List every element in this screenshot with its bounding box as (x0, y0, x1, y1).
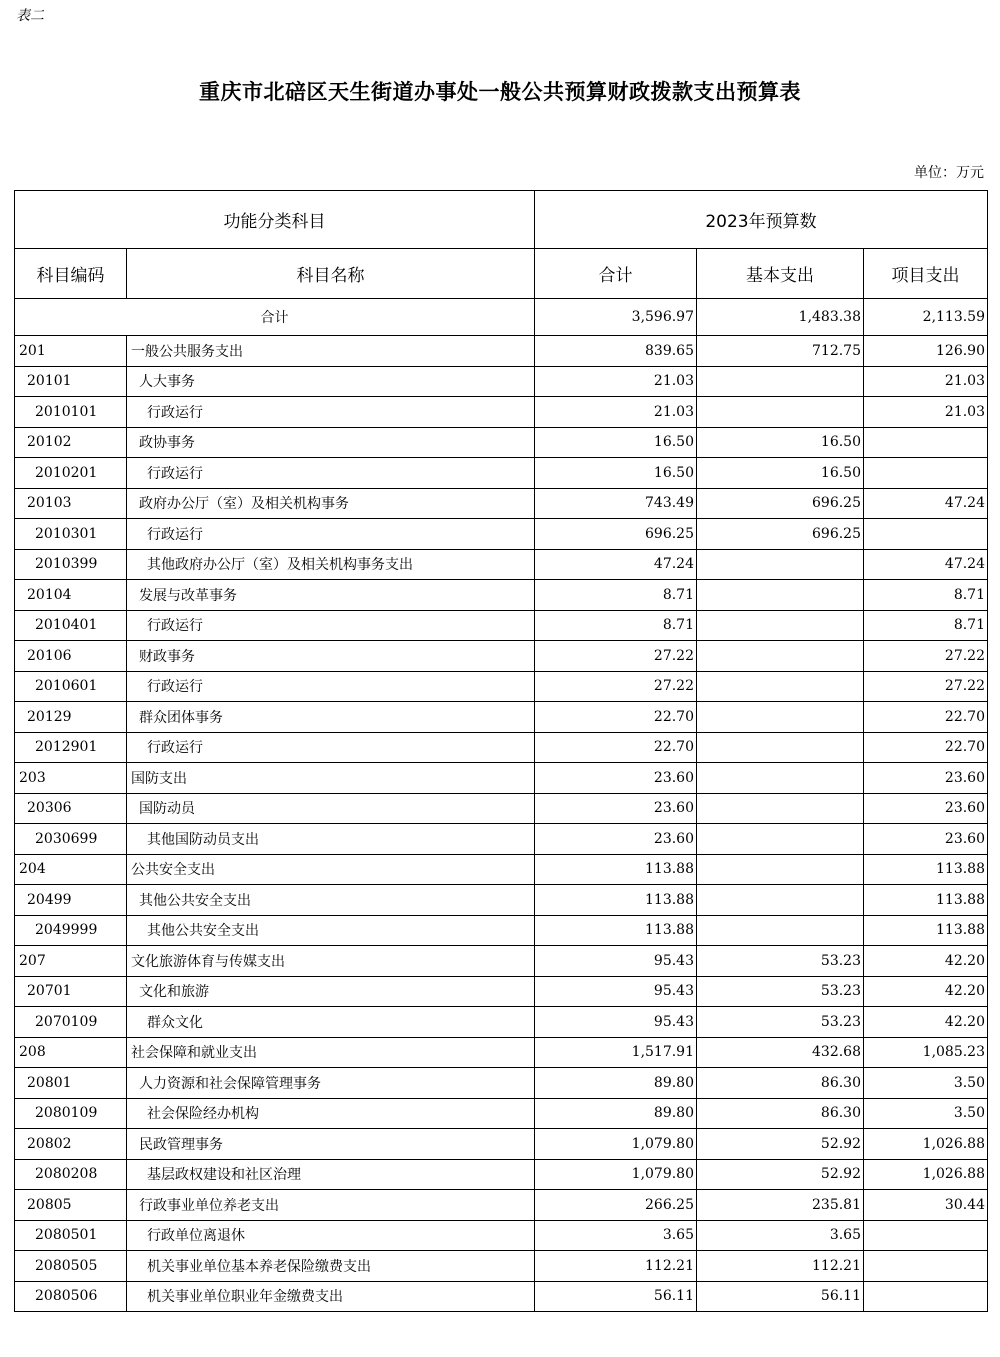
row-code: 20499 (15, 885, 127, 916)
table-row (15, 1068, 988, 1099)
row-basic: 53.23 (697, 946, 864, 977)
row-code: 2010201 (15, 458, 127, 489)
row-code: 201 (15, 336, 127, 367)
row-code: 20802 (15, 1129, 127, 1160)
row-name: 财政事务 (127, 641, 535, 672)
header-total: 合计 (535, 249, 697, 299)
row-code: 203 (15, 763, 127, 794)
row-code: 20306 (15, 793, 127, 824)
row-code: 20801 (15, 1068, 127, 1099)
row-basic: 86.30 (697, 1098, 864, 1129)
row-total: 1,079.80 (535, 1129, 697, 1160)
row-name: 社会保险经办机构 (127, 1098, 535, 1129)
row-code: 2080208 (15, 1159, 127, 1190)
row-basic: 696.25 (697, 488, 864, 519)
row-basic (697, 366, 864, 397)
row-project: 113.88 (864, 885, 988, 916)
row-basic (697, 641, 864, 672)
row-code: 2080505 (15, 1251, 127, 1282)
row-code: 20101 (15, 366, 127, 397)
table-row (15, 1281, 988, 1312)
row-code: 2070109 (15, 1007, 127, 1038)
table-row (15, 397, 988, 428)
row-name: 其他国防动员支出 (127, 824, 535, 855)
row-total: 696.25 (535, 519, 697, 550)
row-basic (697, 702, 864, 733)
row-name: 公共安全支出 (127, 854, 535, 885)
table-row (15, 549, 988, 580)
row-project (864, 1220, 988, 1251)
row-name: 文化和旅游 (127, 976, 535, 1007)
row-total: 27.22 (535, 641, 697, 672)
row-name: 行政事业单位养老支出 (127, 1190, 535, 1221)
row-code: 2080109 (15, 1098, 127, 1129)
row-project (864, 1251, 988, 1282)
table-row (15, 1190, 988, 1221)
table-row (15, 1129, 988, 1160)
row-total: 89.80 (535, 1098, 697, 1129)
row-code: 2049999 (15, 915, 127, 946)
row-basic: 712.75 (697, 336, 864, 367)
row-code: 20103 (15, 488, 127, 519)
row-name: 行政运行 (127, 610, 535, 641)
row-name: 文化旅游体育与传媒支出 (127, 946, 535, 977)
row-basic (697, 580, 864, 611)
row-name: 一般公共服务支出 (127, 336, 535, 367)
row-code: 2080506 (15, 1281, 127, 1312)
table-row (15, 366, 988, 397)
row-name: 机关事业单位职业年金缴费支出 (127, 1281, 535, 1312)
row-total: 8.71 (535, 610, 697, 641)
row-project (864, 519, 988, 550)
table-row (15, 824, 988, 855)
total-sum: 3,596.97 (535, 299, 697, 336)
row-name: 行政运行 (127, 519, 535, 550)
table-row (15, 915, 988, 946)
row-total: 95.43 (535, 976, 697, 1007)
row-total: 1,517.91 (535, 1037, 697, 1068)
row-project: 47.24 (864, 488, 988, 519)
row-basic: 112.21 (697, 1251, 864, 1282)
row-project: 23.60 (864, 824, 988, 855)
total-project: 2,113.59 (864, 299, 988, 336)
row-code: 20129 (15, 702, 127, 733)
row-total: 839.65 (535, 336, 697, 367)
row-project: 126.90 (864, 336, 988, 367)
row-code: 207 (15, 946, 127, 977)
table-row (15, 580, 988, 611)
row-project: 42.20 (864, 946, 988, 977)
row-project: 113.88 (864, 854, 988, 885)
table-row (15, 763, 988, 794)
row-basic: 432.68 (697, 1037, 864, 1068)
row-name: 国防动员 (127, 793, 535, 824)
row-project: 1,026.88 (864, 1159, 988, 1190)
row-basic (697, 793, 864, 824)
row-project: 1,026.88 (864, 1129, 988, 1160)
row-basic (697, 854, 864, 885)
row-project: 27.22 (864, 671, 988, 702)
row-basic: 52.92 (697, 1159, 864, 1190)
row-total: 1,079.80 (535, 1159, 697, 1190)
row-basic (697, 671, 864, 702)
row-code: 2012901 (15, 732, 127, 763)
row-basic: 86.30 (697, 1068, 864, 1099)
row-basic: 3.65 (697, 1220, 864, 1251)
row-name: 行政运行 (127, 732, 535, 763)
row-name: 民政管理事务 (127, 1129, 535, 1160)
row-total: 112.21 (535, 1251, 697, 1282)
row-project: 3.50 (864, 1098, 988, 1129)
row-basic: 52.92 (697, 1129, 864, 1160)
row-basic: 235.81 (697, 1190, 864, 1221)
header-code: 科目编码 (15, 249, 127, 299)
row-basic: 16.50 (697, 458, 864, 489)
row-basic: 56.11 (697, 1281, 864, 1312)
row-project: 47.24 (864, 549, 988, 580)
row-name: 人大事务 (127, 366, 535, 397)
row-project (864, 427, 988, 458)
row-name: 其他政府办公厅（室）及相关机构事务支出 (127, 549, 535, 580)
row-total: 743.49 (535, 488, 697, 519)
table-row (15, 488, 988, 519)
row-total: 8.71 (535, 580, 697, 611)
row-name: 人力资源和社会保障管理事务 (127, 1068, 535, 1099)
row-name: 行政运行 (127, 671, 535, 702)
row-code: 2010399 (15, 549, 127, 580)
table-row (15, 671, 988, 702)
budget-table (14, 190, 988, 1312)
row-name: 群众团体事务 (127, 702, 535, 733)
header-budget-2023: 2023年预算数 (535, 191, 988, 249)
row-code: 2030699 (15, 824, 127, 855)
row-name: 政府办公厅（室）及相关机构事务 (127, 488, 535, 519)
row-project: 30.44 (864, 1190, 988, 1221)
table-row (15, 1007, 988, 1038)
row-total: 95.43 (535, 946, 697, 977)
row-code: 20701 (15, 976, 127, 1007)
row-project: 27.22 (864, 641, 988, 672)
row-total: 89.80 (535, 1068, 697, 1099)
table-row (15, 458, 988, 489)
row-basic: 53.23 (697, 1007, 864, 1038)
table-row (15, 519, 988, 550)
row-total: 27.22 (535, 671, 697, 702)
header-basic: 基本支出 (697, 249, 864, 299)
row-basic: 16.50 (697, 427, 864, 458)
unit-label: 单位：万元 (914, 165, 984, 181)
row-name: 机关事业单位基本养老保险缴费支出 (127, 1251, 535, 1282)
row-total: 113.88 (535, 915, 697, 946)
row-basic (697, 397, 864, 428)
row-code: 2010301 (15, 519, 127, 550)
row-total: 266.25 (535, 1190, 697, 1221)
row-code: 2010401 (15, 610, 127, 641)
table-row (15, 732, 988, 763)
row-project: 22.70 (864, 732, 988, 763)
table-row (15, 976, 988, 1007)
row-basic (697, 610, 864, 641)
row-code: 208 (15, 1037, 127, 1068)
row-code: 2010101 (15, 397, 127, 428)
row-total: 23.60 (535, 824, 697, 855)
row-total: 22.70 (535, 702, 697, 733)
header-functional-classification: 功能分类科目 (15, 191, 535, 249)
table-row (15, 1159, 988, 1190)
table-row (15, 793, 988, 824)
header-project: 项目支出 (864, 249, 988, 299)
row-total: 23.60 (535, 793, 697, 824)
header-name: 科目名称 (127, 249, 535, 299)
row-total: 16.50 (535, 458, 697, 489)
row-total: 3.65 (535, 1220, 697, 1251)
row-name: 其他公共安全支出 (127, 915, 535, 946)
row-total: 21.03 (535, 397, 697, 428)
table-row (15, 702, 988, 733)
table-row (15, 946, 988, 977)
row-name: 政协事务 (127, 427, 535, 458)
row-total: 113.88 (535, 885, 697, 916)
row-basic: 53.23 (697, 976, 864, 1007)
row-basic (697, 915, 864, 946)
row-code: 20104 (15, 580, 127, 611)
row-code: 204 (15, 854, 127, 885)
row-name: 行政单位离退休 (127, 1220, 535, 1251)
row-basic (697, 763, 864, 794)
row-total: 56.11 (535, 1281, 697, 1312)
row-code: 2080501 (15, 1220, 127, 1251)
row-total: 95.43 (535, 1007, 697, 1038)
row-basic: 696.25 (697, 519, 864, 550)
total-basic: 1,483.38 (697, 299, 864, 336)
row-basic (697, 732, 864, 763)
row-basic (697, 824, 864, 855)
row-name: 发展与改革事务 (127, 580, 535, 611)
table-row (15, 1220, 988, 1251)
row-project: 23.60 (864, 793, 988, 824)
row-project (864, 458, 988, 489)
row-name: 国防支出 (127, 763, 535, 794)
table-row (15, 1251, 988, 1282)
row-name: 行政运行 (127, 397, 535, 428)
row-project: 1,085.23 (864, 1037, 988, 1068)
row-total: 47.24 (535, 549, 697, 580)
row-total: 23.60 (535, 763, 697, 794)
total-label: 合计 (15, 299, 535, 336)
row-name: 行政运行 (127, 458, 535, 489)
table-row (15, 610, 988, 641)
row-project: 113.88 (864, 915, 988, 946)
table-number-label: 表二 (16, 8, 44, 24)
row-total: 16.50 (535, 427, 697, 458)
row-project: 42.20 (864, 1007, 988, 1038)
row-basic (697, 885, 864, 916)
row-project: 22.70 (864, 702, 988, 733)
total-row (15, 299, 988, 336)
row-name: 其他公共安全支出 (127, 885, 535, 916)
row-project: 3.50 (864, 1068, 988, 1099)
table-row (15, 1098, 988, 1129)
row-total: 113.88 (535, 854, 697, 885)
row-project: 23.60 (864, 763, 988, 794)
table-row (15, 854, 988, 885)
table-row (15, 427, 988, 458)
row-project: 21.03 (864, 366, 988, 397)
row-total: 22.70 (535, 732, 697, 763)
row-project (864, 1281, 988, 1312)
row-project: 8.71 (864, 580, 988, 611)
row-code: 20102 (15, 427, 127, 458)
row-code: 20805 (15, 1190, 127, 1221)
row-code: 2010601 (15, 671, 127, 702)
row-total: 21.03 (535, 366, 697, 397)
row-code: 20106 (15, 641, 127, 672)
row-project: 21.03 (864, 397, 988, 428)
row-basic (697, 549, 864, 580)
row-name: 群众文化 (127, 1007, 535, 1038)
table-row (15, 641, 988, 672)
page-title: 重庆市北碚区天生街道办事处一般公共预算财政拨款支出预算表 (199, 79, 801, 104)
row-project: 8.71 (864, 610, 988, 641)
table-row (15, 336, 988, 367)
table-row (15, 1037, 988, 1068)
row-name: 基层政权建设和社区治理 (127, 1159, 535, 1190)
row-project: 42.20 (864, 976, 988, 1007)
row-name: 社会保障和就业支出 (127, 1037, 535, 1068)
table-row (15, 885, 988, 916)
